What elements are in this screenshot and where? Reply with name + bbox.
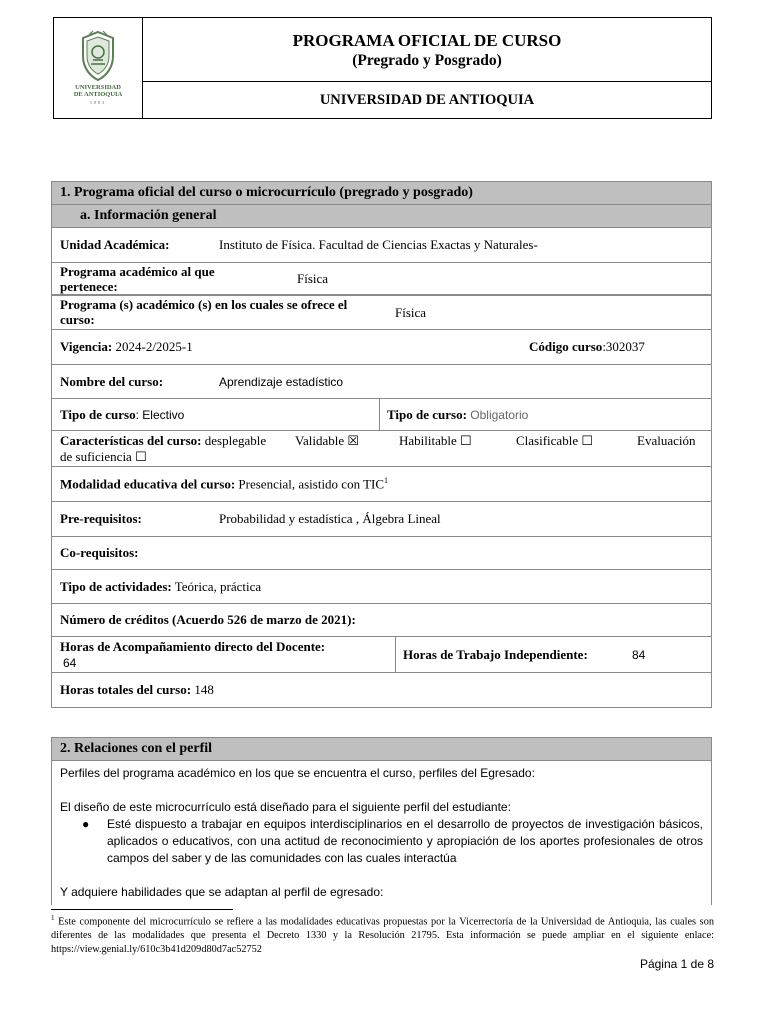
actividades: Tipo de actividades: Teórica, práctica xyxy=(60,578,262,594)
list-item-text: Esté dispuesto a trabajar en equipos interdisciplinarios en el desarrollo de proyectos de investigación básicos, aplicados o educativos, con una actitud de reconocimiento y apropiación de los aportes profesionales de otros campos del saber y de las comunidades con las cuales interactúa xyxy=(107,817,703,865)
section1-title-row xyxy=(52,182,711,205)
perfil-section xyxy=(51,737,712,905)
tipo-curso-electivo: Tipo de curso: Electivo xyxy=(60,406,185,422)
section1-title: 1. Programa oficial del curso o microcurrículo (pregrado y posgrado) xyxy=(60,185,473,200)
validable-checkbox: Validable ☒ xyxy=(295,433,359,448)
footnote-separator xyxy=(51,909,233,910)
caracteristicas-label: Características del curso: desplegable xyxy=(60,433,267,448)
prerequisitos-row xyxy=(52,502,711,537)
document-header xyxy=(53,17,712,119)
vigencia: Vigencia: 2024-2/2025-1 xyxy=(60,339,193,354)
programas-ofrece-value: Física xyxy=(395,304,427,320)
horas-docente-label: Horas de Acompañamiento directo del Docente: xyxy=(60,639,326,654)
tipo-curso-row xyxy=(52,399,711,431)
vigencia-row xyxy=(52,330,711,365)
list-item xyxy=(60,816,703,867)
prerequisitos-value: Probabilidad y estadística , Álgebra Lineal xyxy=(219,511,441,526)
horas-independiente-value: 84 xyxy=(632,647,646,662)
section2-title: 2. Relaciones con el perfil xyxy=(52,738,711,761)
university-name: UNIVERSIDAD DE ANTIOQUIA xyxy=(319,91,535,108)
corequisitos-label: Co-requisitos: xyxy=(60,545,139,560)
horas-row xyxy=(52,637,711,673)
caracteristicas-row xyxy=(52,431,711,467)
section1-subtitle-row xyxy=(52,205,711,228)
nombre-row xyxy=(52,365,711,399)
evaluacion-label: Evaluación xyxy=(637,433,696,448)
programas-ofrece-row xyxy=(52,296,711,330)
nombre-value: Aprendizaje estadístico xyxy=(219,374,344,389)
section1-subtitle: a. Información general xyxy=(80,208,217,223)
nombre-label: Nombre del curso: xyxy=(60,373,164,389)
column-divider xyxy=(395,637,396,672)
section2-body xyxy=(52,761,711,901)
creditos-label: Número de créditos (Acuerdo 526 de marzo de 2021): xyxy=(60,612,356,627)
programa-label: Programa académico al que pertenece: xyxy=(60,264,215,294)
document-title: PROGRAMA OFICIAL DE CURSO xyxy=(292,30,562,50)
clasificable-checkbox: Clasificable ☐ xyxy=(516,433,593,448)
habilitable-checkbox: Habilitable ☐ xyxy=(399,433,472,448)
tipo-curso-obligatorio: Tipo de curso: Obligatorio xyxy=(387,406,529,422)
programa-row xyxy=(52,263,711,296)
horas-independiente-label: Horas de Trabajo Independiente: xyxy=(403,646,588,662)
document-subtitle: (Pregrado y Posgrado) xyxy=(352,51,502,69)
bullet-icon: ● xyxy=(82,817,90,831)
column-divider xyxy=(379,399,380,430)
creditos-row xyxy=(52,604,711,637)
actividades-row xyxy=(52,570,711,604)
modalidad-row xyxy=(52,467,711,502)
header-title-cell xyxy=(143,18,711,82)
prerequisitos-label: Pre-requisitos: xyxy=(60,511,142,526)
corequisitos-row xyxy=(52,537,711,570)
footnote: $^1$ Este componente del microcurrículo se refiere a las modalidades educativas propuestas por la Vicerrectoría de la Universidad de Antioquia, las cuales son diferentes de las modalidades que presenta el Decreto 1330 y la Resolución 21795. Esta información se puede ampliar en el siguiente enlace: https://view.genial.ly/610c3b41d209d80d7ac52752 xyxy=(51,914,714,955)
page-number: Página 1 de 8 xyxy=(639,957,714,971)
modalidad: Modalidad educativa del curso: Presencial, asistido con TIC$^1$ xyxy=(60,475,389,492)
shield-icon xyxy=(79,30,117,82)
perfil-paragraph: Perfiles del programa académico en los que se encuentra el curso, perfiles del Egresado: xyxy=(60,766,535,780)
horas-totales-row xyxy=(52,673,711,707)
horas-totales: Horas totales del curso: 148 xyxy=(60,682,214,697)
unidad-row xyxy=(52,228,711,263)
perfil-paragraph: Y adquiere habilidades que se adaptan al perfil de egresado: xyxy=(60,885,384,899)
logo-wordmark: UNIVERSIDAD DE ANTIOQUIA 1803 xyxy=(73,84,123,105)
university-logo xyxy=(54,18,143,118)
horas-docente-value: 64 xyxy=(63,656,77,670)
perfil-paragraph: El diseño de este microcurrículo está diseñado para el siguiente perfil del estudiante: xyxy=(60,800,511,814)
codigo-curso: Código curso:302037 xyxy=(529,339,645,354)
programas-ofrece-label: Programa (s) académico (s) en los cuales se ofrece el curso: xyxy=(60,297,348,327)
unidad-value: Instituto de Física. Facultad de Ciencias Exactas y Naturales- xyxy=(219,237,538,252)
programa-value: Física xyxy=(297,270,329,286)
suficiencia-checkbox: de suficiencia ☐ xyxy=(60,449,147,464)
general-info-table xyxy=(51,181,712,708)
unidad-label: Unidad Académica: xyxy=(60,237,170,252)
